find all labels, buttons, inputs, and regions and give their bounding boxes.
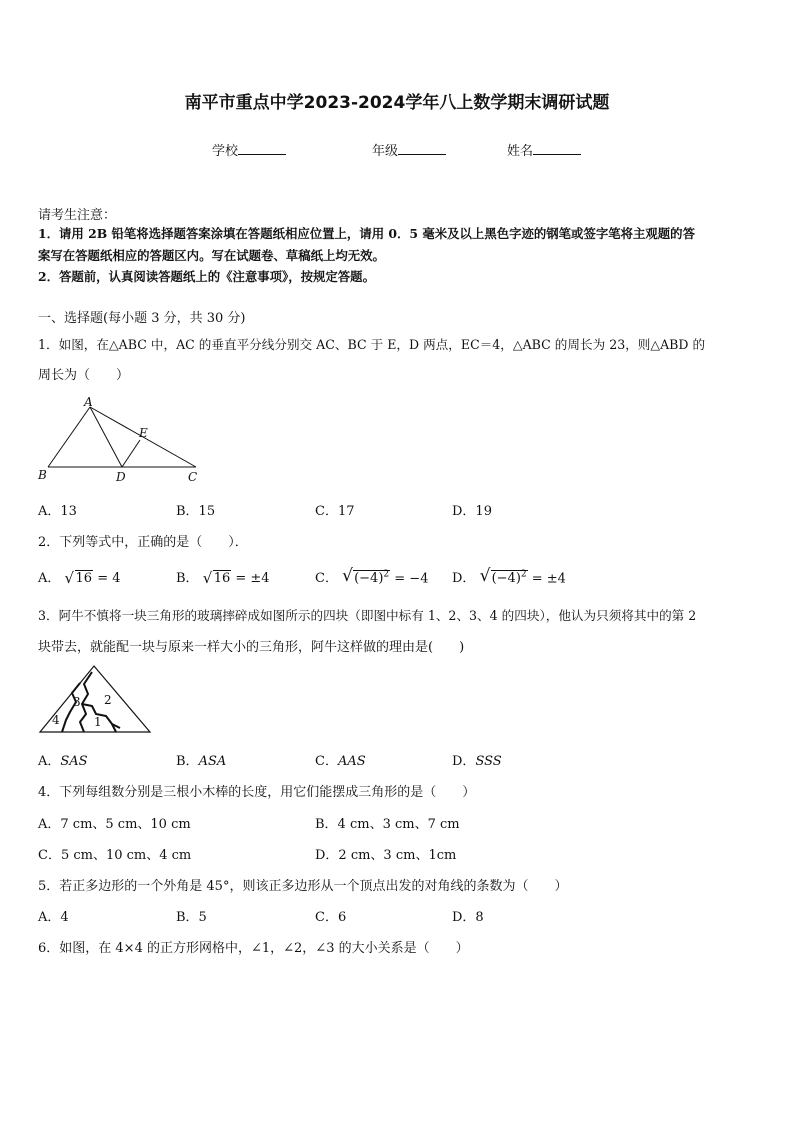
q5-stem: 5．若正多边形的一个外角是 45°，则该正多边形从一个顶点出发的对角线的条数为（ ）: [38, 879, 568, 894]
q2-option-d-radicand: (−4): [491, 571, 521, 586]
q1-option-b[interactable]: B．15: [176, 504, 216, 519]
school-blank[interactable]: [238, 142, 286, 155]
q3-option-d-label: D．: [452, 754, 476, 769]
q2-option-d-rhs: = ±4: [531, 571, 566, 586]
q5-option-d[interactable]: D．8: [452, 910, 484, 925]
q3-option-c-label: C．: [315, 754, 338, 769]
q3-stem-line2: 块带去，就能配一块与原来一样大小的三角形，阿牛这样做的理由是( ): [38, 640, 465, 655]
q2-option-a[interactable]: [38, 567, 121, 586]
name-field[interactable]: [507, 140, 581, 159]
q1-label-c: C: [188, 470, 198, 484]
q2-option-d-label: D．: [452, 571, 476, 586]
q2-option-d-radicand-wrap: [491, 570, 528, 586]
q5-option-c[interactable]: C．6: [315, 910, 347, 925]
q2-option-c-exponent: 2: [383, 569, 390, 580]
q2-option-c-radicand-wrap: [353, 570, 390, 586]
q4-option-c[interactable]: C．5 cm、10 cm、4 cm: [38, 848, 192, 863]
q2-option-d-expr: [479, 565, 566, 586]
notice-heading: 请考生注意：: [38, 208, 117, 223]
q1-stem-line1: 1．如图，在△ABC 中，AC 的垂直平分线分别交 AC、BC 于 E，D 两点，EC＝4，△ABC 的周长为 23，则△ABD 的: [38, 337, 706, 352]
q3-option-a[interactable]: [38, 750, 88, 769]
q2-option-c-label: C．: [315, 571, 338, 586]
q3-label-1: 1: [94, 715, 102, 729]
q3-option-b-value: ASA: [198, 754, 227, 769]
q5-option-b[interactable]: B．5: [176, 910, 207, 925]
page-title: 南平市重点中学2023-2024学年八上数学期末调研试题: [184, 93, 610, 113]
radical-icon: √: [64, 569, 75, 587]
name-blank[interactable]: [533, 142, 581, 155]
notice-item2: 2．答题前，认真阅读答题纸上的《注意事项》，按规定答题。: [38, 269, 375, 284]
q2-option-b-radicand: 16: [213, 571, 231, 586]
q2-option-a-expr: [65, 571, 121, 586]
q4-option-d[interactable]: D．2 cm、3 cm、1cm: [315, 848, 457, 863]
q3-option-b[interactable]: [176, 750, 226, 769]
q1-option-d[interactable]: D．19: [452, 504, 492, 519]
q4-stem: 4．下列每组数分别是三根小木棒的长度，用它们能摆成三角形的是（ ）: [38, 785, 476, 800]
q2-option-b-label: B．: [176, 571, 199, 586]
radical-icon: √: [479, 565, 491, 586]
q3-option-c-value: AAS: [337, 754, 366, 769]
q5-option-a[interactable]: A．4: [38, 910, 69, 925]
grade-label: 年级: [372, 144, 399, 159]
name-label: 姓名: [507, 144, 534, 159]
q1-triangle-figure: [36, 395, 206, 485]
school-field[interactable]: [212, 140, 286, 159]
q3-label-2: 2: [104, 693, 112, 707]
q3-label-4: 4: [52, 713, 60, 727]
q2-option-a-label: A．: [38, 571, 61, 586]
q3-broken-glass-figure: [36, 662, 156, 737]
school-label: 学校: [212, 144, 239, 159]
q2-option-c[interactable]: [315, 567, 428, 586]
grade-blank[interactable]: [398, 142, 446, 155]
q2-option-b-expr: [203, 571, 270, 586]
q3-option-c[interactable]: [315, 750, 366, 769]
q1-stem-line2: 周长为（ ）: [38, 368, 130, 383]
q1-label-b: B: [38, 468, 47, 482]
q2-option-c-radicand: (−4): [354, 571, 384, 586]
q3-option-d[interactable]: [452, 750, 502, 769]
q3-label-3: 3: [73, 695, 81, 709]
q1-label-e: E: [139, 426, 148, 440]
q1-label-d: D: [116, 470, 126, 484]
q2-option-d[interactable]: [452, 567, 566, 586]
q1-option-a[interactable]: A．13: [38, 504, 77, 519]
q2-option-d-exponent: 2: [520, 569, 527, 580]
radical-icon: √: [202, 569, 213, 587]
notice-item1-line1: 1．请用 2B 铅笔将选择题答案涂填在答题纸相应位置上，请用 0．5 毫米及以上黑色字迹的钢笔或签字笔将主观题的答: [38, 226, 695, 241]
q3-option-a-value: SAS: [60, 754, 88, 769]
q4-option-b[interactable]: B．4 cm、3 cm、7 cm: [315, 817, 460, 832]
radical-icon: √: [342, 565, 353, 586]
notice-item1-line2: 案写在答题纸相应的答题区内。写在试题卷、草稿纸上均无效。: [38, 248, 385, 263]
grade-field[interactable]: [372, 140, 446, 159]
q1-option-c[interactable]: C．17: [315, 504, 355, 519]
q3-option-b-label: B．: [176, 754, 199, 769]
q4-option-a[interactable]: A．7 cm、5 cm、10 cm: [38, 817, 191, 832]
q2-option-a-radicand: 16: [75, 571, 93, 586]
q2-option-a-rhs: = 4: [97, 571, 121, 586]
q6-stem: 6．如图，在 4×4 的正方形网格中，∠1，∠2，∠3 的大小关系是（ ）: [38, 941, 469, 956]
q2-option-c-rhs: = −4: [394, 571, 429, 586]
q2-option-c-expr: [342, 565, 429, 586]
q2-option-b-rhs: = ±4: [235, 571, 270, 586]
q3-option-d-value: SSS: [475, 754, 502, 769]
q2-option-b[interactable]: [176, 567, 270, 586]
q2-stem: 2．下列等式中，正确的是（ ）．: [38, 535, 248, 550]
q1-label-a: A: [84, 395, 93, 409]
q3-option-a-label: A．: [38, 754, 61, 769]
section-heading: 一、选择题(每小题 3 分，共 30 分): [38, 311, 246, 326]
q3-stem-line1: 3．阿牛不慎将一块三角形的玻璃摔碎成如图所示的四块（即图中标有 1、2、3、4 的四块），他认为只须将其中的第 2: [38, 608, 697, 623]
